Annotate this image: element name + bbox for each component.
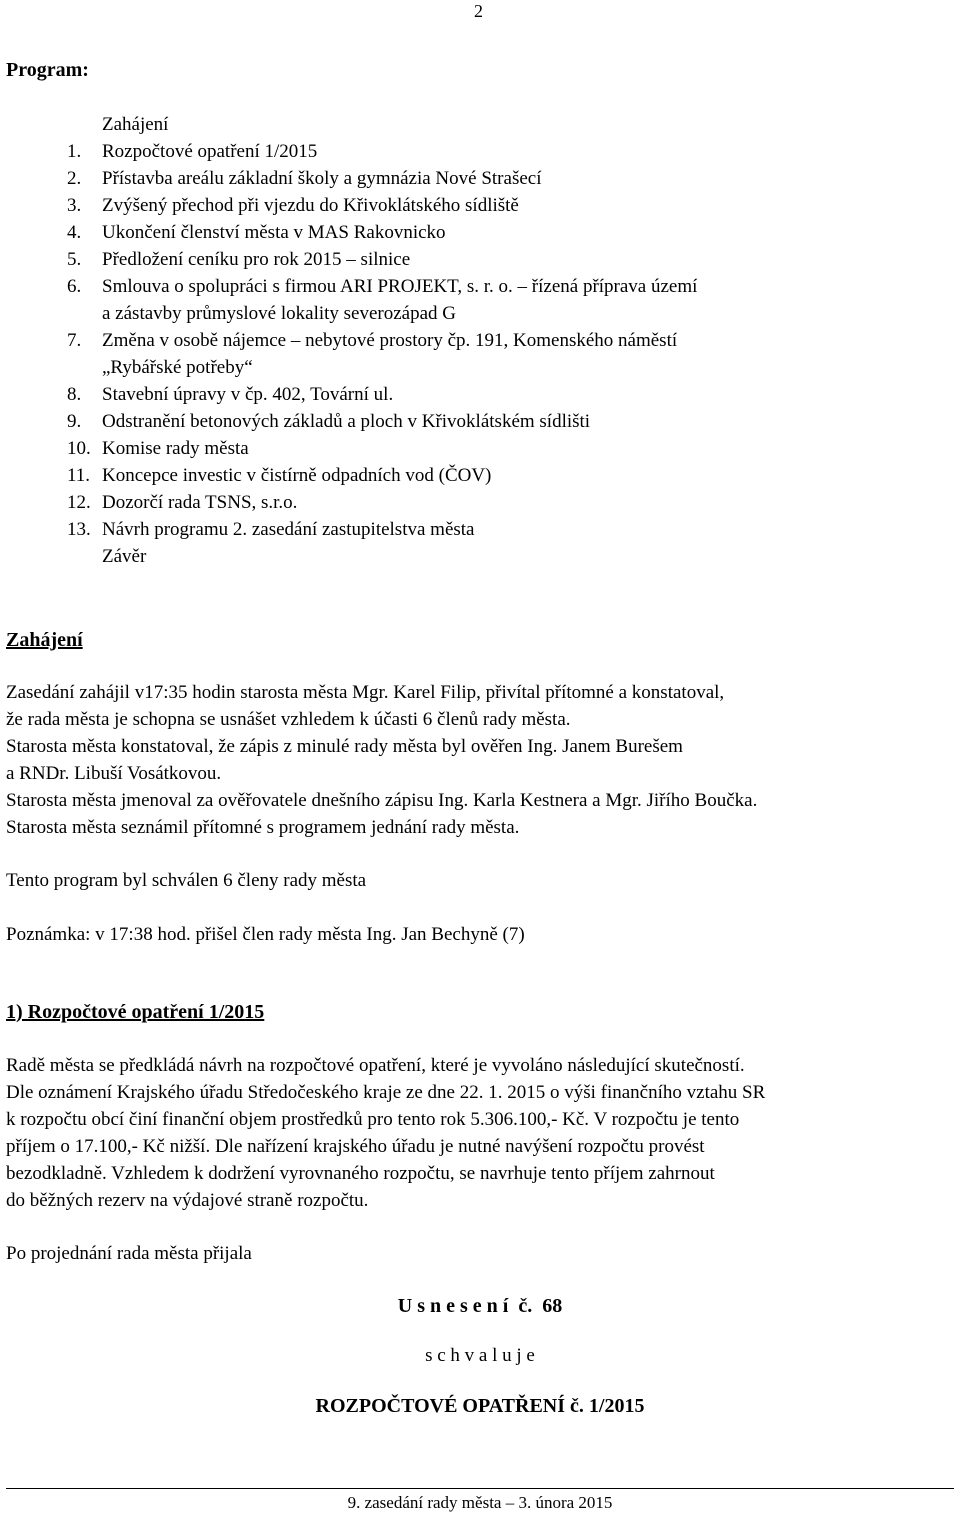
text-line: Dle oznámení Krajského úřadu Středočeského kraje ze dne 22. 1. 2015 o výši finančního vztahu SR [6,1082,766,1103]
text-line: bezodkladně. Vzhledem k dodržení vyrovnaného rozpočtu, se navrhuje tento příjem zahrnout [6,1163,715,1184]
agenda-item-number: 9. [67,411,82,432]
agenda-item-text: Závěr [102,546,147,567]
agenda-item-number: 1. [67,141,82,162]
page-number: 2 [474,1,483,21]
agenda-item-number: 5. [67,249,82,270]
agenda-item-text: Zvýšený přechod při vjezdu do Křivoklátského sídliště [102,195,519,216]
agenda-item-number: 11. [67,465,91,486]
agenda-item-text: Předložení ceníku pro rok 2015 – silnice [102,249,411,270]
section1-paragraph [6,1052,765,1214]
text-line: Starosta města konstatoval, že zápis z minulé rady města byl ověřen Ing. Janem Burešem [6,736,683,757]
agenda-item-text: Návrh programu 2. zasedání zastupitelstva města [102,519,475,540]
footer-divider [6,1488,954,1489]
zahajeni-paragraph [6,679,757,841]
agenda-item-text: Přístavba areálu základní školy a gymnázia Nové Strašecí [102,168,542,189]
agenda-item-text: Stavební úpravy v čp. 402, Tovární ul. [102,384,394,405]
approves-text: s c h v a l u j e [425,1345,535,1366]
agenda-item-text: Změna v osobě nájemce – nebytové prostory čp. 191, Komenského náměstí [102,330,678,351]
agenda-item-number: 8. [67,384,82,405]
section1-heading: 1) Rozpočtové opatření 1/2015 [6,1001,265,1023]
agenda-item-text: Smlouva o spolupráci s firmou ARI PROJEKT, s. r. o. – řízená příprava území [102,276,698,297]
text-line: a RNDr. Libuší Vosátkovou. [6,763,222,784]
agenda-item-text: a zástavby průmyslové lokality severozápad G [102,303,457,324]
agenda-item-text: Koncepce investic v čistírně odpadních vod (ČOV) [102,465,492,486]
approved-text: Tento program byl schválen 6 členy rady města [6,870,367,891]
agenda-item-number: 6. [67,276,82,297]
agenda-item-number: 12. [67,492,91,513]
agenda-item-text: „Rybářské potřeby“ [102,357,253,378]
agenda-item-number: 2. [67,168,82,189]
agenda-item-number: 4. [67,222,82,243]
agenda-item-number: 10. [67,438,91,459]
text-line: do běžných rezerv na výdajové straně rozpočtu. [6,1190,369,1211]
text-line: k rozpočtu obcí činí finanční objem prostředků pro tento rok 5.306.100,- Kč. V rozpočtu je tento [6,1109,740,1130]
agenda-item-text: Ukončení členství města v MAS Rakovnicko [102,222,446,243]
agenda-item-text: Rozpočtové opatření 1/2015 [102,141,318,162]
agenda-item-text: Dozorčí rada TSNS, s.r.o. [102,492,298,513]
text-line: Starosta města seznámil přítomné s programem jednání rady města. [6,817,520,838]
resolution-number: U s n e s e n í č. 68 [397,1295,563,1317]
agenda-item-text: Odstranění betonových základů a ploch v Křivoklátském sídlišti [102,411,591,432]
measure-title: ROZPOČTOVÉ OPATŘENÍ č. 1/2015 [315,1395,645,1417]
text-line: Starosta města jmenoval za ověřovatele dnešního zápisu Ing. Karla Kestnera a Mgr. Jiřího Boučka. [6,790,758,811]
program-title: Program: [6,59,89,81]
agenda-item-number: 7. [67,330,82,351]
text-line: Radě města se předkládá návrh na rozpočtové opatření, které je vyvoláno následující skutečností. [6,1055,745,1076]
text-line: Zasedání zahájil v17:35 hodin starosta města Mgr. Karel Filip, přivítal přítomné a konstatoval, [6,682,725,703]
zahajeni-heading: Zahájení [6,629,83,651]
adopted-text: Po projednání rada města přijala [6,1243,252,1264]
agenda-item-number: 13. [67,519,91,540]
note-text: Poznámka: v 17:38 hod. přišel člen rady města Ing. Jan Bechyně (7) [6,924,525,945]
footer-text: 9. zasedání rady města – 3. února 2015 [347,1493,613,1512]
agenda-item-number: 3. [67,195,82,216]
text-line: že rada města je schopna se usnášet vzhledem k účasti 6 členů rady města. [6,709,571,730]
agenda-item-text: Zahájení [102,114,169,135]
agenda-item-text: Komise rady města [102,438,249,459]
text-line: příjem o 17.100,- Kč nižší. Dle nařízení krajského úřadu je nutné navýšení rozpočtu provést [6,1136,705,1157]
